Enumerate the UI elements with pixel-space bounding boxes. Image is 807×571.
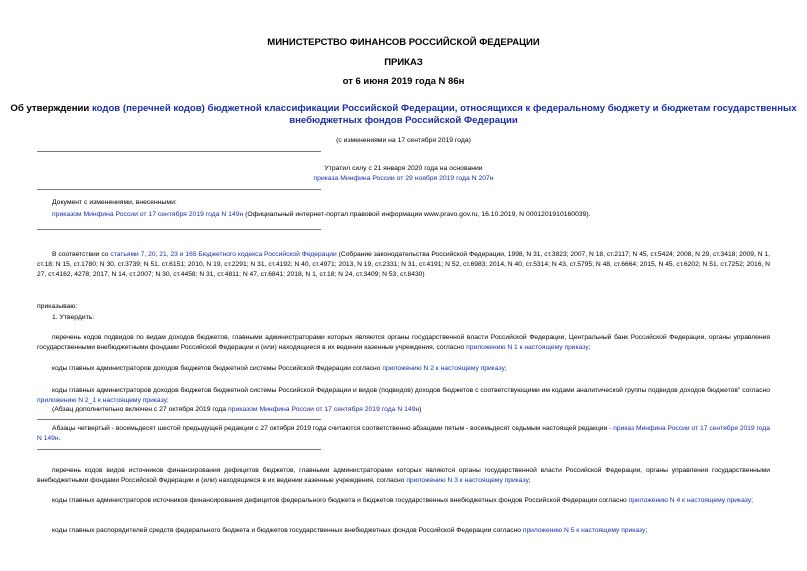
item-end: ;	[645, 527, 648, 534]
list-item	[37, 526, 770, 536]
divider	[37, 189, 321, 190]
preamble-paragraph	[37, 250, 770, 281]
doc-date-number: от 6 июня 2019 года N 86н	[342, 76, 465, 87]
item-text: коды главных администраторов источников финансирования дефицитов федерального бюджета и бюджетов государственных внебюджетных фондов Российской Федерации согласно	[52, 497, 629, 504]
approve-clause: 1. Утвердить:	[52, 314, 95, 321]
expired-text: Утратил силу с 21 января 2020 года на основании	[324, 165, 483, 172]
expired-link[interactable]: приказа Минфина России от 29 ноября 2019 года N 207н	[313, 175, 494, 182]
ministry-heading: МИНИСТЕРСТВО ФИНАНСОВ РОССИЙСКОЙ ФЕДЕРАЦИИ	[267, 37, 540, 48]
list-item	[37, 496, 770, 506]
document-title	[0, 103, 807, 127]
item-end: ;	[504, 365, 507, 372]
renumber-note	[37, 424, 770, 444]
added-note-end: )	[419, 406, 422, 413]
expired-note	[0, 164, 807, 184]
item-text: коды главных администраторов доходов бюджетов бюджетной системы Российской Федерации согласно	[52, 365, 383, 372]
list-item	[37, 364, 770, 374]
added-note	[52, 405, 422, 415]
list-item	[37, 386, 770, 406]
item-end: ;	[166, 397, 169, 405]
appendix-link[interactable]: приложению N 4 к настоящему приказу	[628, 497, 752, 504]
preamble-start: В соответствии со	[52, 251, 111, 258]
renumber-note-text: Абзацы четвертый - восемьдесят шестой предыдущей редакции с 27 октября 2019 года считаются соответственно абзацами пятым - восемьдесят седьмым настоящей редакции -	[52, 425, 614, 432]
changes-link[interactable]: приказом Минфина России от 17 сентября 2019 года N 149н	[52, 211, 244, 218]
order-word: приказываю:	[37, 303, 78, 310]
title-prefix: Об утверждении	[10, 103, 92, 114]
appendix-link[interactable]: приложению N 1 к настоящему приказу	[466, 344, 589, 352]
item-end: ;	[588, 344, 591, 352]
list-item	[37, 333, 770, 353]
item-end: ;	[528, 477, 531, 485]
item-text: перечень кодов подвидов по видам доходов бюджетов, главными администраторами которых являются органы государственной власти Российской Федерации, Центральный банк Российской Федерации, органы управления государственными внебюджетными фондами Российской Федерации и (или) находящиеся в их ведении казенные учреждения, согласно	[37, 334, 770, 352]
changes-source: (Официальный интернет-портал правовой информации www.pravo.gov.ru, 16.10.2019, N 0001201910160039).	[243, 211, 591, 218]
edition-note: (с изменениями на 17 сентября 2019 года)	[336, 137, 471, 144]
divider	[37, 449, 321, 450]
appendix-link[interactable]: приложению N 2_1 к настоящему приказу	[37, 397, 167, 405]
divider	[37, 229, 321, 230]
changes-block	[52, 198, 772, 220]
renumber-note-link[interactable]: приказ Минфина России от 17 сентября 2019 года N 149н	[37, 425, 770, 443]
preamble-rest: (Собрание законодательства Российской Федерации, 1998, N 31, ст.3823; 2007, N 18, ст.2117; N 45, ст.5424; 2008, N 29, ст.3418; 2009, N 1, ст.18; N 15, ст.1780; N 30, ст.3739; N 51, ст.6151; 2010, N 19, ст.2291; N 31, ст.4192; N 40, ст.4971; 2013, N 19, ст.2331; N 31, ст.4191; N 52, ст.6983; 2014, N 40, ст.5314; N 43, ст.5795; N 48, ст.6664; 2015, N 45, ст.6202; N 51, ст.7252; 2016, N 27, ст.4162, 4278; 2017, N 14, ст.2007; N 30, ст.4458; N 31, ст.4811; N 47, ст.6841; 2018, N 1, ст.18; N 24, ст.3409; N 53, ст.8430)	[37, 251, 771, 279]
divider	[37, 151, 321, 152]
title-link-part1[interactable]: кодов (перечней кодов) бюджетной классификации Российской Федерации, относящихся к федеральному бюджету и бюджетам государственных	[91, 103, 797, 114]
divider	[37, 419, 321, 420]
budget-code-link[interactable]: статьями 7, 20, 21, 23 и 165 Бюджетного кодекса Российской Федерации	[110, 251, 337, 258]
item-text: коды главных администраторов доходов бюджетов бюджетной системы Российской Федерации и видов (подвидов) доходов бюджетов с соответствующими им кодами аналитической группы подвидов доходов бюджетов" согласно	[52, 387, 770, 394]
item-text: коды главных распорядителей средств федерального бюджета и бюджетов государственных внебюджетных фондов Российской Федерации согласно	[52, 527, 523, 534]
renumber-note-end: .	[58, 435, 61, 443]
changes-label: Документ с изменениями, внесенными:	[52, 199, 177, 206]
appendix-link[interactable]: приложению N 5 к настоящему приказу	[522, 527, 646, 534]
appendix-link[interactable]: приложению N 3 к настоящему приказу	[406, 477, 529, 485]
list-item	[37, 466, 770, 486]
title-link-part2[interactable]: внебюджетных фондов Российской Федерации	[289, 115, 518, 126]
item-end: ;	[751, 497, 753, 504]
item-text: перечень кодов видов источников финансирования дефицитов бюджетов, главными администраторами которых являются органы государственной власти Российской Федерации, органы управления государственными внебюджетными фондами Российской Федерации и (или) находящиеся в их ведении казенные учреждения, согласно	[37, 467, 770, 485]
appendix-link[interactable]: приложению N 2 к настоящему приказу	[382, 365, 505, 372]
added-note-text: (Абзац дополнительно включен с 27 октября 2019 года	[52, 406, 228, 413]
doc-type-heading: ПРИКАЗ	[384, 57, 423, 68]
added-note-link[interactable]: приказом Минфина России от 17 сентября 2019 года N 149н	[227, 406, 420, 413]
